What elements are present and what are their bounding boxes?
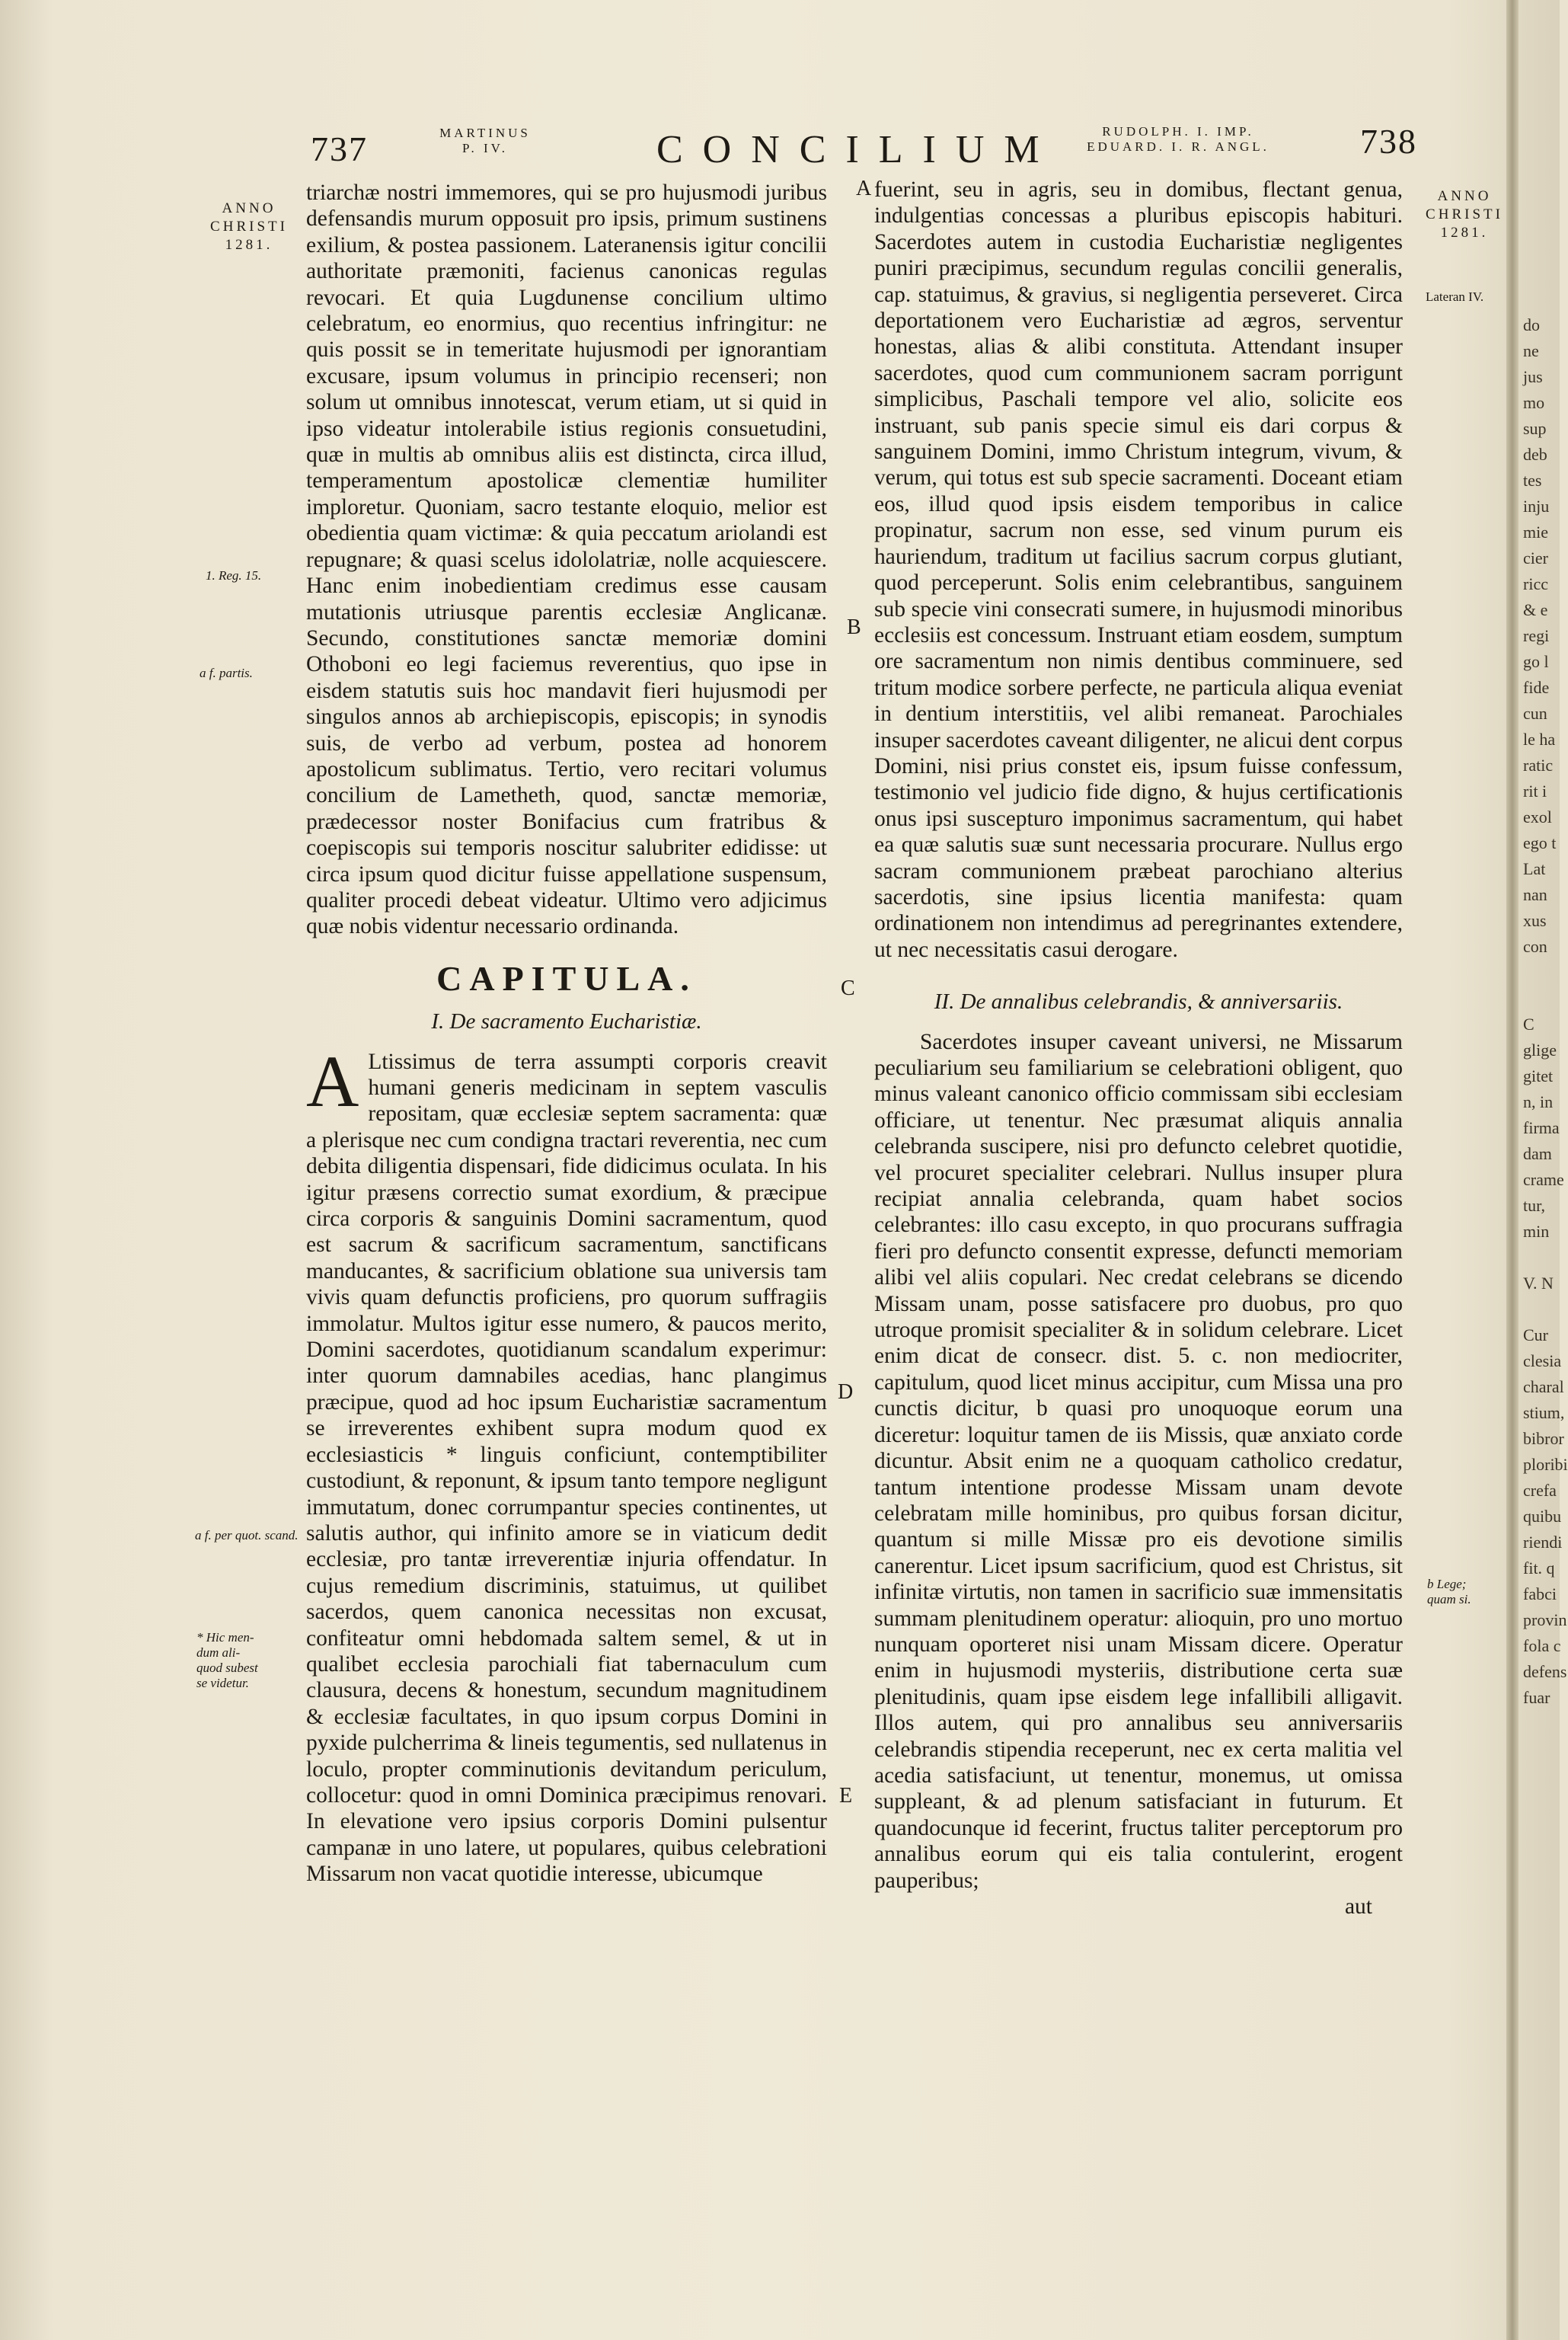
bleed-fragment: inju: [1523, 497, 1550, 516]
page-number-left: 737: [311, 129, 368, 168]
chapter-2-body: Sacerdotes insuper caveant universi, ne Missarum peculiarium seu familiarium se celebrationi obligent, quo minus valeant canonico officio commissam sibi ecclesiam officiare, ut tenentur. Nec præsumat aliquis annalia celebranda suscipere, nisi pro defuncto celebret quotidie, vel procuret specialiter celebrari. Nullus insuper plura recipiat annalia celebranda, quam habet socios celebrantes: illo casu excepto, in quo procurans suffragia fieri pro defuncto consentit expresse, defuncti memoriam alibi vel aliis copulari. Nec credat celebrans se dicendo Missam unam, posse satisfacere pro duobus, pro quo utroque promisit specialiter & in solidum celebrare. Licet enim dicat de consecr. dist. 5. c. non mediocriter, capitulum, quod licet minus accipitur, cum Missa una pro cunctis dicitur, b quasi pro unoquoque eorum una diceretur: loquitur tamen de iis Missis, quæ anxiato corde dicuntur. Absit enim ne a quoquam catholico credatur, tantum intentione prodesse Missam unam devote celebratam mille hominibus, pro quibus forsan dicitur, quantum si mille Missæ pro eis devotione similis canerentur. Licet ipsum sacrificium, quod est Christus, sit infinitæ virtutis, non tamen in sacrificio suæ immensitatis summam plenitudinem operatur: alioquin, pro uno mortuo nunquam oporteret nisi unam Missam dicere. Operatur enim in hujusmodi mysteriis, distributione certa suæ plenitudinis, quam ipse eisdem lege infallibili alligavit. Illos autem, qui pro annalibus seu anniversariis celebrandis stipendia receperunt, nec ex certa malitia vel acedia satisfaciunt, ut tenentur, monemus, ut omissa suppleant, & ad plenum satisfaciant in futurum. Et quandocunque id fecerint, fructus taliter perceptorum pro annalibus eorum qui eis talia contulerint, erogent pauperibus;: [874, 1029, 1403, 1893]
bleed-fragment: xus: [1523, 911, 1547, 930]
bleed-fragment: mo: [1523, 393, 1545, 412]
capitula-heading: CAPITULA.: [436, 958, 697, 998]
bleed-fragment: crame: [1523, 1170, 1564, 1189]
section-letter-e: E: [839, 1784, 853, 1808]
bleed-fragment: Lat: [1523, 859, 1546, 878]
bleed-fragment: provin: [1523, 1610, 1567, 1629]
bleed-fragment: [1523, 960, 1560, 986]
bleed-fragment: le ha: [1523, 730, 1556, 749]
bleed-fragment: dam: [1523, 1144, 1552, 1163]
page-number-right: 738: [1360, 122, 1417, 161]
section-letter-b: B: [847, 615, 861, 639]
chapter-1-text: Ltissimus de terra assumpti corporis creavit humani generis medicinam in septem vasculis repositam, quæ ecclesiæ septem sacramenta: quæ a plerisque nec cum condigna tractari reverentia, nec cum debita diligentia dispensari, fide didicimus oculata. In his igitur præsens correctio sumat exordium, & præcipue circa corporis & sanguinis Domini sacramentum, quod est sacrum & sacrificum sacramentum, sanctificans manducantes, & sacrificium oblatione sua universis tam vivis quam defunctis proficiens, pro quorum suffragiis immolatur. Multos igitur esse numero, & paucos merito, Domini sacerdotes, quotidianum scandalum experimur: inter quorum damnabiles acedias, hanc plangimus præcipue, quod ad hoc ipsum Eucharistiæ sacramentum se irreverentes exhibent supra modum quod ex ecclesiasticis * linguis conficiunt, contemptibiliter custodiunt, & reponunt, & ipsum tanto tempore negligunt immutatum, donec corrumpantur species continentes, ut salutis author, qui infinito amore se in viaticum dedit ecclesiæ, pro tantæ irreverentiæ injuria offendatur. In cujus remedium discriminis, statuimus, ut quilibet sacerdos, quem canonica necessitas non excusat, confiteatur omni hebdomada saltem semel, & ut in qualibet ecclesia parochiali fiat tabernaculum cum clausura, decens & honestum, secundum magnitudinem & ecclesiæ facultates, in quo ipsum corpus Domini in pyxide pulcherrima & lineis tegumentis, sed nullatenus in loculo, propter comminutionis devitandum periculum, collocetur: quod in omni Dominica præcipimus renovari. In elevatione vero ipsius corporis Domini pulsentur campanæ in uno latere, ut populares, quibus celebrationi Missarum non vacat quotidie interesse, ubicumque: [306, 1049, 827, 1887]
bleed-fragment: n, in: [1523, 1092, 1554, 1111]
bleed-fragment: ploribi: [1523, 1455, 1568, 1474]
bleed-fragment: cier: [1523, 548, 1548, 567]
margin-hic-note: * Hic men- dum ali- quod subest se videtur.: [196, 1630, 258, 1690]
bleed-fragment: go l: [1523, 652, 1549, 671]
bleed-fragment: glige: [1523, 1041, 1557, 1060]
left-column-intro: triarchæ nostri immemores, qui se pro hujusmodi juribus defensandis murum opposuit pro ipsis, primum sustinens exilium, & postea passionem. Lateranensis igitur concilii authoritate præmoniti, facienus canonicas regulas revocari. Et quia Lugdunense concilium ultimo celebratum, eo enormius, quo recentius infringitur: ne quis possit se in temeritate hujusmodi per ignorantiam excusare, ipsum volumus in principio recenseri; non solum ut omnibus innotescat, verum etiam, ut si quid in ipso videatur intolerabile istius regionis consuetudini, quæ in multis ab omnibus aliis est distincta, circa illud, temperamentum apostolicæ clementiæ humiliter imploretur. Quoniam, sacro testante eloquio, melior est obedientia quam victimæ: & quia peccatum ariolandi est repugnare; & quasi scelus idololatriæ, nolle acquiescere. Hanc enim inobedientiam credimus esse causam mutationis utriusque parentis ecclesiæ Anglicanæ. Secundo, constitutiones sanctæ memoriæ domini Othoboni eo legi faciemus reverentius, quo ipse in eisdem statutis suis hoc mandavit fieri hujusmodi per singulos annos ab archiepiscopis, episcopis; in synodis suis, de verbo ad verbum, postea ad honorem apostolicum sublimatus. Tertio, vero recitari volumus concilium de Lametheth, quod, sanctæ memoriæ, prædecessor noster Bonifacius cum fratribus & coepiscopis sui temporis noscitur salubriter edidisse: ut circa ipsum quod dicitur fuisse appellatione suspensum, qualiter procedi debeat videatur. Ultimo vero adjicimus quæ nobis videntur necessario ordinanda.: [306, 181, 827, 939]
bleed-fragment: quibu: [1523, 1507, 1562, 1526]
bleed-fragment: bibror: [1523, 1429, 1564, 1448]
bleed-fragment: crefa: [1523, 1481, 1557, 1500]
chapter-1-title: I. De sacramento Eucharistiæ.: [431, 1009, 702, 1034]
bleed-fragment: tur,: [1523, 1196, 1546, 1215]
chapter-1-body: [306, 1040, 827, 1888]
bleed-fragment: con: [1523, 937, 1547, 956]
margin-lege-note: b Lege; quam si.: [1427, 1577, 1471, 1606]
section-letter-c: C: [841, 977, 855, 1000]
bleed-fragment: stium,: [1523, 1403, 1565, 1422]
adjacent-page-bleed: [1523, 312, 1568, 1711]
bleed-fragment: exol: [1523, 807, 1552, 826]
bleed-fragment: defens: [1523, 1662, 1567, 1681]
margin-quot-note: a f. per quot. scand.: [195, 1528, 299, 1542]
right-column-continuation: fuerint, seu in agris, seu in domibus, flectant genua, indulgentias concessas a pluribus episcopis habituri. Sacerdotes autem in custodia Eucharistiæ negligentes puniri præcipimus, secundum regulas concilii generalis, cap. statuimus, & gravius, si negligentia perseveret. Circa deportationem vero Eucharistiæ ad ægros, serventur honestas, alias & alibi constituta. Attendant insuper sacerdotes, quod cum communionem sacram porrigunt simplicibus, Paschali tempore vel alio, solicite eos instruant, sub panis specie simul eis dari corpus & sanguinem Domini, immo Christum integrum, vivum, & verum, qui totus est sub specie sacramenti. Doceant etiam eos, illud quod ipsis eisdem temporibus in calice propinatur, sacrum non esse, sed vinum purum eis hauriendum, traditum ut facilius sacrum corpus glutiant, quod perceperunt. Solis enim celebrantibus, sanguinem sub specie vini consecrati sumere, in hujusmodi minoribus ecclesiis est concessum. Instruant etiam eosdem, sumptum ore sacramentum non nimis dentibus comminuere, sed tritum modice sorbere perfecte, ne particula aliqua eveniat in dentium interstitiis, vel alibi remaneat. Parochiales insuper sacerdotes caveant diligenter, ne alicui dent corpus Domini, nisi prius constet eis, ipsum fuisse confessum, testimonio vel judicio fide digno, & hujus certificationis onus ipsi suscepturo imponimus sacramentum, qui habet ea quæ salutis suæ sunt necessaria procurare. Nullus ergo sacram communionem præbeat parochiano alterius sacerdotis, sine ipsius licentia manifesta: quam ordinationem non intendimus ad peregrinantes extendere, ut nec necessitatis casui derogare.: [874, 177, 1403, 962]
chapter-2-title: II. De annalibus celebrandis, & anniversariis.: [934, 989, 1343, 1015]
bleed-fragment: ricc: [1523, 574, 1548, 593]
bleed-fragment: & e: [1523, 600, 1548, 619]
section-letter-d: D: [838, 1380, 854, 1404]
bleed-fragment: fabci: [1523, 1584, 1557, 1603]
margin-anno-christi-right: ANNO CHRISTI 1281.: [1426, 188, 1503, 241]
bleed-fragment: rit i: [1523, 782, 1547, 801]
bleed-fragment: clesia: [1523, 1351, 1562, 1370]
bleed-fragment: regi: [1523, 626, 1550, 645]
drop-cap: A: [306, 1040, 359, 1122]
bleed-fragment: fide: [1523, 678, 1550, 697]
bleed-fragment: [1523, 986, 1560, 1012]
bleed-fragment: mie: [1523, 523, 1548, 542]
margin-lateran-note: Lateran IV.: [1426, 289, 1484, 304]
bleed-fragment: cun: [1523, 704, 1547, 723]
page-gutter: [1506, 0, 1519, 2340]
margin-reg-note: 1. Reg. 15.: [206, 568, 262, 583]
bleed-fragment: riendi: [1523, 1533, 1563, 1552]
bleed-fragment: fit. q: [1523, 1558, 1555, 1578]
bleed-fragment: firma: [1523, 1118, 1560, 1137]
bleed-fragment: ne: [1523, 341, 1539, 360]
bleed-fragment: [1523, 1245, 1560, 1271]
bleed-fragment: tes: [1523, 471, 1542, 490]
pope-label: MARTINUS P. IV.: [439, 126, 531, 155]
bleed-fragment: deb: [1523, 445, 1547, 464]
running-head: [0, 118, 1560, 171]
bleed-fragment: sup: [1523, 419, 1547, 438]
bleed-fragment: gitet: [1523, 1066, 1554, 1085]
page-title: CONCILIUM: [656, 128, 1059, 171]
right-column: [874, 177, 1403, 1920]
ruler-label: RUDOLPH. I. IMP. EDUARD. I. R. ANGL.: [1087, 124, 1269, 154]
bleed-fragment: min: [1523, 1222, 1550, 1241]
bleed-fragment: V. N: [1523, 1274, 1554, 1293]
bleed-fragment: [1523, 1296, 1560, 1322]
left-column: [306, 180, 827, 1888]
bleed-fragment: fola c: [1523, 1636, 1561, 1655]
bleed-fragment: fuar: [1523, 1688, 1550, 1707]
bleed-fragment: C: [1523, 1015, 1534, 1034]
margin-partis-note: a f. partis.: [200, 666, 253, 680]
bleed-fragment: Cur: [1523, 1325, 1548, 1344]
margin-anno-christi-left: ANNO CHRISTI 1281.: [210, 200, 288, 253]
bleed-fragment: ego t: [1523, 833, 1557, 852]
bleed-fragment: charal: [1523, 1377, 1564, 1396]
catchword: aut: [1344, 1894, 1372, 1919]
bleed-fragment: jus: [1523, 367, 1543, 386]
bleed-fragment: ratic: [1523, 756, 1554, 775]
section-letter-a: A: [856, 177, 872, 200]
bleed-fragment: nan: [1523, 885, 1547, 904]
bleed-fragment: do: [1523, 315, 1540, 334]
